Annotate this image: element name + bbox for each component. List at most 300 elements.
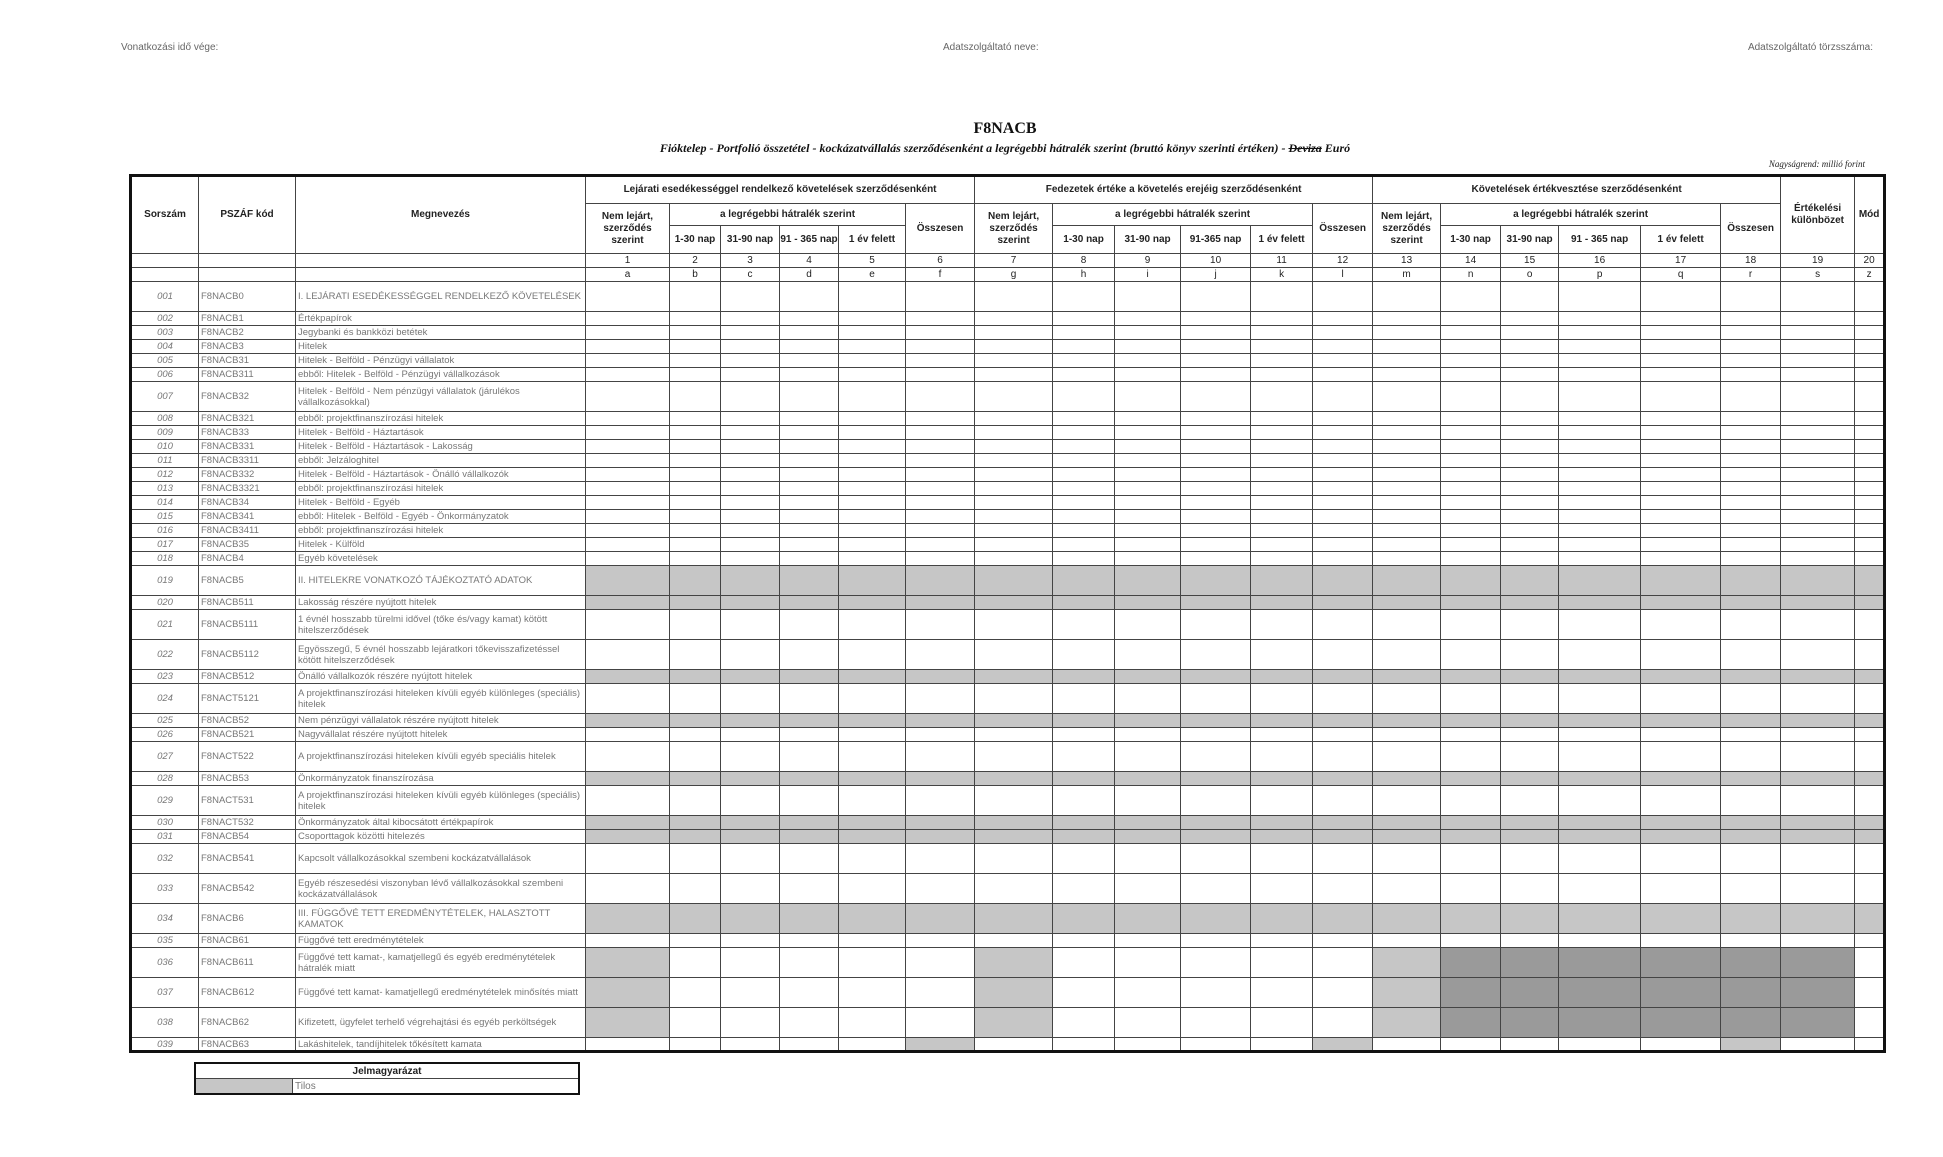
data-cell[interactable] (839, 1008, 906, 1038)
data-cell[interactable] (1501, 670, 1559, 684)
data-cell[interactable] (1441, 934, 1501, 948)
data-cell[interactable] (1181, 524, 1251, 538)
data-cell[interactable] (1781, 874, 1855, 904)
data-cell[interactable] (586, 340, 670, 354)
data-cell[interactable] (586, 454, 670, 468)
data-cell[interactable] (1441, 596, 1501, 610)
data-cell[interactable] (1721, 354, 1781, 368)
data-cell[interactable] (906, 640, 975, 670)
data-cell[interactable] (1115, 1008, 1181, 1038)
data-cell[interactable] (1053, 904, 1115, 934)
data-cell[interactable] (586, 610, 670, 640)
data-cell[interactable] (670, 728, 721, 742)
data-cell[interactable] (1115, 978, 1181, 1008)
data-cell[interactable] (1641, 510, 1721, 524)
data-cell[interactable] (670, 368, 721, 382)
data-cell[interactable] (586, 354, 670, 368)
data-cell[interactable] (1721, 684, 1781, 714)
data-cell[interactable] (1559, 742, 1641, 772)
data-cell[interactable] (1641, 538, 1721, 552)
data-cell[interactable] (1053, 728, 1115, 742)
data-cell[interactable] (1251, 454, 1313, 468)
data-cell[interactable] (1115, 904, 1181, 934)
data-cell[interactable] (1441, 340, 1501, 354)
data-cell[interactable] (906, 1008, 975, 1038)
data-cell[interactable] (780, 354, 839, 368)
data-cell[interactable] (1251, 874, 1313, 904)
data-cell[interactable] (1441, 354, 1501, 368)
data-cell[interactable] (1115, 772, 1181, 786)
data-cell[interactable] (1721, 326, 1781, 340)
data-cell[interactable] (1559, 874, 1641, 904)
data-cell[interactable] (1251, 830, 1313, 844)
data-cell[interactable] (721, 552, 780, 566)
data-cell[interactable] (670, 948, 721, 978)
data-cell[interactable] (1781, 426, 1855, 440)
data-cell[interactable] (670, 830, 721, 844)
data-cell[interactable] (1641, 786, 1721, 816)
data-cell[interactable] (1721, 596, 1781, 610)
data-cell[interactable] (1181, 640, 1251, 670)
data-cell[interactable] (1559, 468, 1641, 482)
data-cell[interactable] (670, 282, 721, 312)
data-cell[interactable] (670, 538, 721, 552)
data-cell[interactable] (1441, 382, 1501, 412)
data-cell[interactable] (1641, 610, 1721, 640)
data-cell[interactable] (1855, 934, 1885, 948)
data-cell[interactable] (670, 844, 721, 874)
data-cell[interactable] (586, 844, 670, 874)
data-cell[interactable] (1053, 566, 1115, 596)
data-cell[interactable] (586, 326, 670, 340)
data-cell[interactable] (780, 468, 839, 482)
data-cell[interactable] (1373, 510, 1441, 524)
data-cell[interactable] (906, 1038, 975, 1052)
data-cell[interactable] (670, 978, 721, 1008)
data-cell[interactable] (1855, 772, 1885, 786)
data-cell[interactable] (839, 934, 906, 948)
data-cell[interactable] (1559, 482, 1641, 496)
data-cell[interactable] (1373, 610, 1441, 640)
data-cell[interactable] (975, 596, 1053, 610)
data-cell[interactable] (1251, 326, 1313, 340)
data-cell[interactable] (780, 684, 839, 714)
data-cell[interactable] (780, 816, 839, 830)
data-cell[interactable] (1641, 354, 1721, 368)
data-cell[interactable] (1441, 426, 1501, 440)
data-cell[interactable] (906, 326, 975, 340)
data-cell[interactable] (1501, 874, 1559, 904)
data-cell[interactable] (1781, 596, 1855, 610)
data-cell[interactable] (670, 874, 721, 904)
data-cell[interactable] (1501, 440, 1559, 454)
data-cell[interactable] (1313, 742, 1373, 772)
data-cell[interactable] (1313, 934, 1373, 948)
data-cell[interactable] (1441, 368, 1501, 382)
data-cell[interactable] (1115, 468, 1181, 482)
data-cell[interactable] (586, 552, 670, 566)
data-cell[interactable] (1053, 340, 1115, 354)
data-cell[interactable] (1641, 382, 1721, 412)
data-cell[interactable] (1855, 552, 1885, 566)
data-cell[interactable] (721, 368, 780, 382)
data-cell[interactable] (1181, 566, 1251, 596)
data-cell[interactable] (1641, 978, 1721, 1008)
data-cell[interactable] (906, 772, 975, 786)
data-cell[interactable] (780, 566, 839, 596)
data-cell[interactable] (1501, 948, 1559, 978)
data-cell[interactable] (1721, 426, 1781, 440)
data-cell[interactable] (1115, 948, 1181, 978)
data-cell[interactable] (1441, 874, 1501, 904)
data-cell[interactable] (1641, 412, 1721, 426)
data-cell[interactable] (586, 714, 670, 728)
data-cell[interactable] (1501, 934, 1559, 948)
data-cell[interactable] (1181, 904, 1251, 934)
data-cell[interactable] (780, 610, 839, 640)
data-cell[interactable] (721, 684, 780, 714)
data-cell[interactable] (1441, 482, 1501, 496)
data-cell[interactable] (906, 440, 975, 454)
data-cell[interactable] (906, 786, 975, 816)
data-cell[interactable] (1441, 1008, 1501, 1038)
data-cell[interactable] (1641, 596, 1721, 610)
data-cell[interactable] (670, 670, 721, 684)
data-cell[interactable] (780, 728, 839, 742)
data-cell[interactable] (780, 412, 839, 426)
data-cell[interactable] (780, 772, 839, 786)
data-cell[interactable] (1641, 874, 1721, 904)
data-cell[interactable] (780, 282, 839, 312)
data-cell[interactable] (1781, 454, 1855, 468)
data-cell[interactable] (780, 714, 839, 728)
data-cell[interactable] (1559, 978, 1641, 1008)
data-cell[interactable] (780, 426, 839, 440)
data-cell[interactable] (670, 742, 721, 772)
data-cell[interactable] (1559, 684, 1641, 714)
data-cell[interactable] (906, 538, 975, 552)
data-cell[interactable] (780, 1038, 839, 1052)
data-cell[interactable] (1313, 610, 1373, 640)
data-cell[interactable] (1855, 326, 1885, 340)
data-cell[interactable] (1373, 772, 1441, 786)
data-cell[interactable] (1441, 610, 1501, 640)
data-cell[interactable] (1559, 354, 1641, 368)
data-cell[interactable] (1441, 538, 1501, 552)
data-cell[interactable] (780, 340, 839, 354)
data-cell[interactable] (1501, 596, 1559, 610)
data-cell[interactable] (839, 524, 906, 538)
data-cell[interactable] (1181, 830, 1251, 844)
data-cell[interactable] (839, 468, 906, 482)
data-cell[interactable] (1313, 496, 1373, 510)
data-cell[interactable] (975, 496, 1053, 510)
data-cell[interactable] (1781, 772, 1855, 786)
data-cell[interactable] (1181, 312, 1251, 326)
data-cell[interactable] (586, 524, 670, 538)
data-cell[interactable] (1441, 830, 1501, 844)
data-cell[interactable] (839, 482, 906, 496)
data-cell[interactable] (1641, 468, 1721, 482)
data-cell[interactable] (975, 340, 1053, 354)
data-cell[interactable] (1053, 610, 1115, 640)
data-cell[interactable] (1721, 904, 1781, 934)
data-cell[interactable] (1313, 538, 1373, 552)
data-cell[interactable] (721, 382, 780, 412)
data-cell[interactable] (780, 368, 839, 382)
data-cell[interactable] (975, 566, 1053, 596)
data-cell[interactable] (1441, 1038, 1501, 1052)
data-cell[interactable] (1641, 340, 1721, 354)
data-cell[interactable] (1781, 482, 1855, 496)
data-cell[interactable] (1855, 1038, 1885, 1052)
data-cell[interactable] (721, 354, 780, 368)
data-cell[interactable] (1855, 874, 1885, 904)
data-cell[interactable] (1721, 742, 1781, 772)
data-cell[interactable] (839, 786, 906, 816)
data-cell[interactable] (975, 1008, 1053, 1038)
data-cell[interactable] (1559, 524, 1641, 538)
data-cell[interactable] (1781, 412, 1855, 426)
data-cell[interactable] (1181, 440, 1251, 454)
data-cell[interactable] (1115, 326, 1181, 340)
data-cell[interactable] (780, 948, 839, 978)
data-cell[interactable] (1313, 382, 1373, 412)
data-cell[interactable] (1559, 552, 1641, 566)
data-cell[interactable] (1181, 368, 1251, 382)
data-cell[interactable] (1251, 468, 1313, 482)
data-cell[interactable] (975, 934, 1053, 948)
data-cell[interactable] (670, 714, 721, 728)
data-cell[interactable] (906, 354, 975, 368)
data-cell[interactable] (1251, 510, 1313, 524)
data-cell[interactable] (1053, 354, 1115, 368)
data-cell[interactable] (1373, 326, 1441, 340)
data-cell[interactable] (906, 482, 975, 496)
data-cell[interactable] (1181, 948, 1251, 978)
data-cell[interactable] (1053, 596, 1115, 610)
data-cell[interactable] (1053, 426, 1115, 440)
data-cell[interactable] (670, 610, 721, 640)
data-cell[interactable] (670, 1008, 721, 1038)
data-cell[interactable] (1251, 426, 1313, 440)
data-cell[interactable] (1373, 524, 1441, 538)
data-cell[interactable] (1641, 454, 1721, 468)
data-cell[interactable] (839, 312, 906, 326)
data-cell[interactable] (1373, 552, 1441, 566)
data-cell[interactable] (839, 684, 906, 714)
data-cell[interactable] (1441, 640, 1501, 670)
data-cell[interactable] (975, 440, 1053, 454)
data-cell[interactable] (1115, 496, 1181, 510)
data-cell[interactable] (1313, 426, 1373, 440)
data-cell[interactable] (1855, 354, 1885, 368)
data-cell[interactable] (1855, 282, 1885, 312)
data-cell[interactable] (721, 596, 780, 610)
data-cell[interactable] (1641, 552, 1721, 566)
data-cell[interactable] (1781, 728, 1855, 742)
data-cell[interactable] (586, 830, 670, 844)
data-cell[interactable] (906, 510, 975, 524)
data-cell[interactable] (839, 844, 906, 874)
data-cell[interactable] (906, 412, 975, 426)
data-cell[interactable] (1251, 772, 1313, 786)
data-cell[interactable] (975, 904, 1053, 934)
data-cell[interactable] (1251, 1008, 1313, 1038)
data-cell[interactable] (1641, 684, 1721, 714)
data-cell[interactable] (1721, 640, 1781, 670)
data-cell[interactable] (1781, 510, 1855, 524)
data-cell[interactable] (1855, 684, 1885, 714)
data-cell[interactable] (1781, 282, 1855, 312)
data-cell[interactable] (670, 440, 721, 454)
data-cell[interactable] (1373, 368, 1441, 382)
data-cell[interactable] (780, 510, 839, 524)
data-cell[interactable] (586, 468, 670, 482)
data-cell[interactable] (721, 670, 780, 684)
data-cell[interactable] (1181, 552, 1251, 566)
data-cell[interactable] (586, 948, 670, 978)
data-cell[interactable] (906, 978, 975, 1008)
data-cell[interactable] (1373, 844, 1441, 874)
data-cell[interactable] (1373, 934, 1441, 948)
data-cell[interactable] (1855, 312, 1885, 326)
data-cell[interactable] (1501, 496, 1559, 510)
data-cell[interactable] (1855, 426, 1885, 440)
data-cell[interactable] (1501, 354, 1559, 368)
data-cell[interactable] (975, 382, 1053, 412)
data-cell[interactable] (1641, 440, 1721, 454)
data-cell[interactable] (1053, 742, 1115, 772)
data-cell[interactable] (1313, 368, 1373, 382)
data-cell[interactable] (839, 978, 906, 1008)
data-cell[interactable] (721, 412, 780, 426)
data-cell[interactable] (721, 454, 780, 468)
data-cell[interactable] (721, 524, 780, 538)
data-cell[interactable] (586, 440, 670, 454)
data-cell[interactable] (975, 412, 1053, 426)
data-cell[interactable] (1559, 596, 1641, 610)
data-cell[interactable] (1053, 524, 1115, 538)
data-cell[interactable] (1559, 426, 1641, 440)
data-cell[interactable] (1251, 354, 1313, 368)
data-cell[interactable] (670, 524, 721, 538)
data-cell[interactable] (975, 844, 1053, 874)
data-cell[interactable] (1441, 440, 1501, 454)
data-cell[interactable] (1441, 312, 1501, 326)
data-cell[interactable] (906, 714, 975, 728)
data-cell[interactable] (1781, 552, 1855, 566)
data-cell[interactable] (1053, 1008, 1115, 1038)
data-cell[interactable] (1053, 282, 1115, 312)
data-cell[interactable] (1559, 844, 1641, 874)
data-cell[interactable] (670, 382, 721, 412)
data-cell[interactable] (721, 326, 780, 340)
data-cell[interactable] (1641, 482, 1721, 496)
data-cell[interactable] (780, 482, 839, 496)
data-cell[interactable] (1373, 412, 1441, 426)
data-cell[interactable] (586, 742, 670, 772)
data-cell[interactable] (1559, 728, 1641, 742)
data-cell[interactable] (1501, 786, 1559, 816)
data-cell[interactable] (1373, 728, 1441, 742)
data-cell[interactable] (906, 340, 975, 354)
data-cell[interactable] (721, 830, 780, 844)
data-cell[interactable] (1053, 786, 1115, 816)
data-cell[interactable] (780, 312, 839, 326)
data-cell[interactable] (1053, 468, 1115, 482)
data-cell[interactable] (1721, 510, 1781, 524)
data-cell[interactable] (1781, 368, 1855, 382)
data-cell[interactable] (1641, 368, 1721, 382)
data-cell[interactable] (586, 368, 670, 382)
data-cell[interactable] (1251, 282, 1313, 312)
data-cell[interactable] (586, 412, 670, 426)
data-cell[interactable] (1373, 482, 1441, 496)
data-cell[interactable] (1115, 552, 1181, 566)
data-cell[interactable] (1181, 354, 1251, 368)
data-cell[interactable] (1115, 728, 1181, 742)
data-cell[interactable] (670, 510, 721, 524)
data-cell[interactable] (1501, 552, 1559, 566)
data-cell[interactable] (1559, 816, 1641, 830)
data-cell[interactable] (1373, 496, 1441, 510)
data-cell[interactable] (1251, 524, 1313, 538)
data-cell[interactable] (1115, 538, 1181, 552)
data-cell[interactable] (1115, 596, 1181, 610)
data-cell[interactable] (975, 786, 1053, 816)
data-cell[interactable] (1781, 340, 1855, 354)
data-cell[interactable] (1053, 538, 1115, 552)
data-cell[interactable] (780, 786, 839, 816)
data-cell[interactable] (1501, 510, 1559, 524)
data-cell[interactable] (1501, 454, 1559, 468)
data-cell[interactable] (1781, 948, 1855, 978)
data-cell[interactable] (721, 844, 780, 874)
data-cell[interactable] (586, 1038, 670, 1052)
data-cell[interactable] (1373, 816, 1441, 830)
data-cell[interactable] (1501, 610, 1559, 640)
data-cell[interactable] (975, 670, 1053, 684)
data-cell[interactable] (1721, 282, 1781, 312)
data-cell[interactable] (1441, 948, 1501, 978)
data-cell[interactable] (839, 728, 906, 742)
data-cell[interactable] (670, 772, 721, 786)
data-cell[interactable] (1559, 340, 1641, 354)
data-cell[interactable] (1373, 786, 1441, 816)
data-cell[interactable] (906, 934, 975, 948)
data-cell[interactable] (906, 816, 975, 830)
data-cell[interactable] (1641, 904, 1721, 934)
data-cell[interactable] (721, 772, 780, 786)
data-cell[interactable] (586, 312, 670, 326)
data-cell[interactable] (839, 670, 906, 684)
data-cell[interactable] (1721, 816, 1781, 830)
data-cell[interactable] (1641, 566, 1721, 596)
data-cell[interactable] (1181, 340, 1251, 354)
data-cell[interactable] (1373, 312, 1441, 326)
data-cell[interactable] (1053, 1038, 1115, 1052)
data-cell[interactable] (1441, 468, 1501, 482)
data-cell[interactable] (586, 282, 670, 312)
data-cell[interactable] (670, 684, 721, 714)
data-cell[interactable] (1373, 904, 1441, 934)
data-cell[interactable] (1313, 714, 1373, 728)
data-cell[interactable] (1641, 844, 1721, 874)
data-cell[interactable] (1441, 510, 1501, 524)
data-cell[interactable] (1641, 326, 1721, 340)
data-cell[interactable] (586, 382, 670, 412)
